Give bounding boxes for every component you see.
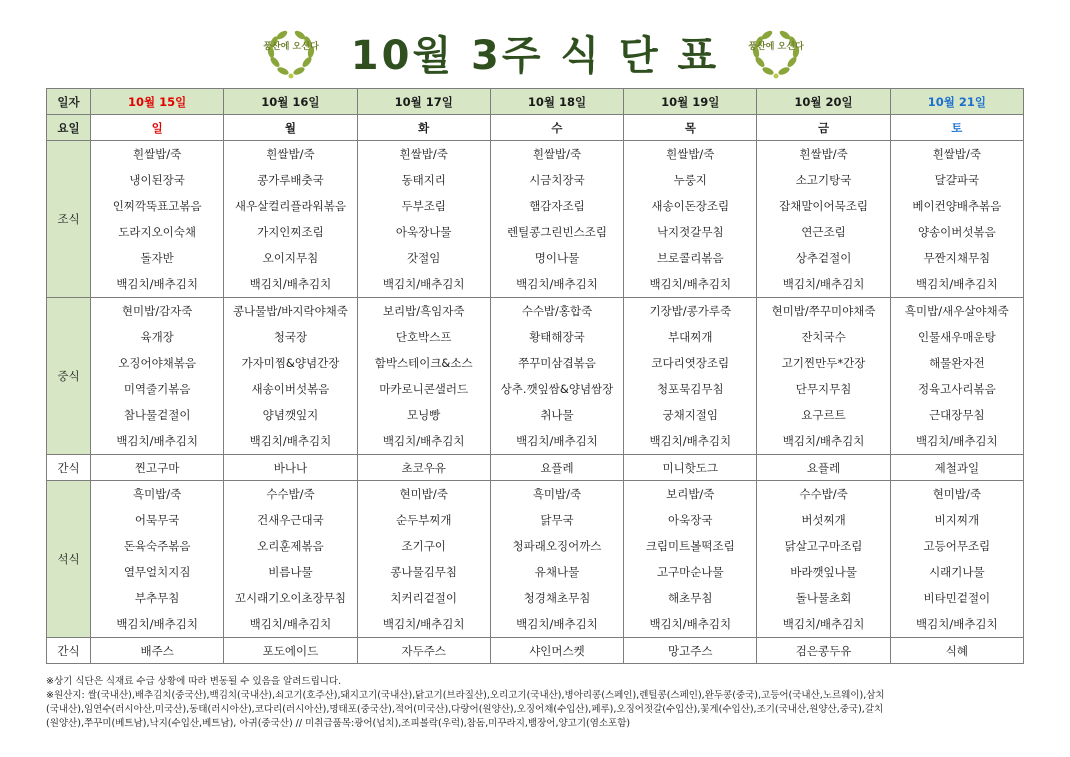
dinner-cell (624, 481, 757, 638)
menu-item: 무짠지채무침 (923, 251, 991, 265)
menu-item: 오징어야채볶음 (118, 356, 197, 370)
menu-item: 닭살고구마조림 (784, 539, 863, 553)
menu-item: 수수밥/홍합죽 (521, 304, 593, 318)
snack-cell: 요플레 (757, 455, 890, 481)
menu-item: 청파래오징어까스 (512, 539, 602, 553)
snack-cell: 초코우유 (357, 455, 490, 481)
menu-item: 브로콜리볶음 (656, 251, 724, 265)
menu-item: 백김치/배추김치 (916, 617, 998, 631)
logo-text: 풍산에 오신다 (748, 42, 804, 52)
weekday-row (47, 115, 1024, 141)
row-label-breakfast: 조식 (47, 141, 91, 298)
menu-item: 고구마순나물 (656, 565, 724, 579)
dinner-cell (490, 481, 623, 638)
menu-item: 백김치/배추김치 (382, 617, 465, 631)
menu-item: 쭈꾸미삼겹볶음 (518, 356, 596, 370)
breakfast-cell (757, 141, 890, 298)
menu-item: 순두부찌개 (395, 513, 452, 527)
logo-text: 풍산에 오신다 (263, 42, 319, 52)
menu-item: 궁채지절임 (662, 408, 719, 422)
menu-item: 갓절임 (407, 251, 441, 265)
menu-item: 흑미밥/죽 (132, 487, 182, 501)
menu-item: 돌나물초회 (795, 591, 852, 605)
meal-table (46, 88, 1024, 664)
dinner-cell (91, 481, 224, 638)
snack-cell: 찐고구마 (91, 455, 224, 481)
snack-cell: 배주스 (91, 638, 224, 664)
menu-item: 백김치/배추김치 (249, 434, 332, 448)
weekday-cell: 토 (890, 115, 1023, 141)
menu-item: 돈육숙주볶음 (123, 539, 191, 553)
menu-item: 흑미밥/새우살야채죽 (904, 304, 1009, 318)
menu-item: 부추무침 (134, 591, 180, 605)
menu-item: 고등어무조림 (923, 539, 991, 553)
menu-item: 백김치/배추김치 (516, 617, 598, 631)
menu-item: 흰쌀밥/죽 (666, 147, 715, 161)
lunch-cell (357, 298, 490, 455)
snack2-row (47, 638, 1024, 664)
menu-item: 소고기탕국 (795, 173, 852, 187)
menu-item: 모닝빵 (407, 408, 441, 422)
menu-item: 현미밥/쭈꾸미야채죽 (771, 304, 876, 318)
menu-item: 백김치/배추김치 (649, 434, 732, 448)
menu-item: 부대찌개 (668, 330, 713, 344)
breakfast-cell (624, 141, 757, 298)
menu-item: 냉이된장국 (129, 173, 185, 187)
logo (748, 26, 804, 82)
menu-item: 백김치/배추김치 (382, 434, 465, 448)
snack-cell: 검은콩두유 (757, 638, 890, 664)
menu-item: 인물새우매운탕 (917, 330, 996, 344)
menu-item: 잔치국수 (801, 330, 846, 344)
menu-item: 비름나물 (268, 565, 313, 579)
menu-item: 비지찌개 (934, 513, 980, 527)
weekday-cell: 목 (624, 115, 757, 141)
menu-item: 아욱장나물 (395, 225, 452, 239)
menu-item: 백김치/배추김치 (649, 617, 732, 631)
menu-item: 요구르트 (801, 408, 846, 422)
breakfast-cell (890, 141, 1023, 298)
menu-item: 동태지리 (401, 173, 446, 187)
menu-item: 기장밥/콩가루죽 (649, 304, 732, 318)
breakfast-row (47, 141, 1024, 298)
weekday-cell: 화 (357, 115, 490, 141)
menu-item: 달걀파국 (934, 173, 980, 187)
row-label-weekday: 요일 (47, 115, 91, 141)
menu-item: 현미밥/죽 (932, 487, 981, 501)
menu-item: 크림미트볼떡조림 (645, 539, 735, 553)
menu-item: 오이지무침 (262, 251, 319, 265)
snack-cell: 자두주스 (357, 638, 490, 664)
menu-item: 조기구이 (401, 539, 446, 553)
menu-item: 비타민겉절이 (923, 591, 991, 605)
dinner-cell (357, 481, 490, 638)
menu-item: 새송이버섯볶음 (251, 382, 330, 396)
snack-cell: 요플레 (490, 455, 623, 481)
breakfast-cell (357, 141, 490, 298)
menu-item: 콩나물밥/바지락야채죽 (232, 304, 348, 318)
menu-item: 해초무침 (668, 591, 713, 605)
breakfast-cell (91, 141, 224, 298)
menu-item: 백김치/배추김치 (916, 434, 998, 448)
menu-item: 참나물겉절이 (123, 408, 191, 422)
menu-item: 백김치/배추김치 (782, 434, 865, 448)
lunch-row (47, 298, 1024, 455)
menu-item: 상추겉절이 (795, 251, 852, 265)
menu-item: 아욱장국 (668, 513, 713, 527)
menu-item: 단무지무침 (795, 382, 852, 396)
menu-item: 정육고사리볶음 (917, 382, 996, 396)
dinner-cell (224, 481, 357, 638)
menu-item: 바라깻잎나물 (790, 565, 857, 579)
menu-item: 건새우근대국 (257, 513, 324, 527)
date-cell: 10월 20일 (757, 89, 890, 115)
notes (46, 675, 1036, 731)
menu-item: 양송이버섯볶음 (917, 225, 996, 239)
menu-item: 백김치/배추김치 (116, 617, 198, 631)
menu-item: 가자미찜&양념간장 (241, 356, 340, 370)
menu-item: 인찌깍뚝표고볶음 (112, 199, 202, 213)
menu-item: 흰쌀밥/죽 (132, 147, 182, 161)
date-cell: 10월 16일 (224, 89, 357, 115)
date-cell: 10월 15일 (91, 89, 224, 115)
menu-item: 백김치/배추김치 (116, 434, 198, 448)
snack-cell: 식혜 (890, 638, 1023, 664)
menu-item: 백김치/배추김치 (516, 277, 598, 291)
menu-item: 백김치/배추김치 (116, 277, 198, 291)
menu-item: 단호박스프 (395, 330, 452, 344)
menu-item: 낙지젓갈무침 (656, 225, 724, 239)
menu-item: 보리밥/죽 (666, 487, 715, 501)
menu-item: 고기찐만두*간장 (781, 356, 866, 370)
lunch-cell (624, 298, 757, 455)
date-cell: 10월 21일 (890, 89, 1023, 115)
lunch-cell (890, 298, 1023, 455)
menu-item: 황태해장국 (529, 330, 585, 344)
menu-item: 명이나물 (534, 251, 580, 265)
dinner-cell (757, 481, 890, 638)
menu-item: 치커리겉절이 (390, 591, 458, 605)
menu-item: 도라지오이숙채 (118, 225, 197, 239)
menu-item: 현미밥/죽 (399, 487, 448, 501)
menu-item: 돌자반 (140, 251, 174, 265)
note-line: (원양산),쭈꾸미(베트남),낙지(수입산,베트남), 아귀(중국산) // 미취급품목:광어(넙치),조피볼락(우럭),참돔,미꾸라지,뱀장어,양고기(염소포함) (46, 718, 631, 729)
snack-cell: 망고주스 (624, 638, 757, 664)
dinner-cell (890, 481, 1023, 638)
menu-item: 흰쌀밥/죽 (532, 147, 582, 161)
header (0, 22, 1070, 82)
menu-item: 육개장 (140, 330, 174, 344)
date-cell: 10월 17일 (357, 89, 490, 115)
menu-item: 콩나물김무침 (390, 565, 458, 579)
menu-item: 흑미밥/죽 (532, 487, 582, 501)
page-title: 10월 3주 식 단 표 (350, 33, 720, 79)
row-label-snack: 간식 (47, 455, 91, 481)
menu-item: 시래기나물 (929, 565, 985, 579)
menu-item: 꼬시래기오이초장무침 (234, 591, 346, 605)
menu-item: 베이컨양배추볶음 (912, 199, 1002, 213)
snack-cell: 샤인머스켓 (490, 638, 623, 664)
menu-item: 잡채말이어묵조림 (779, 199, 868, 213)
snack1-row (47, 455, 1024, 481)
menu-item: 연근조림 (801, 225, 846, 239)
menu-item: 어묵무국 (134, 513, 180, 527)
menu-item: 누룽지 (673, 173, 707, 187)
menu-item: 백김치/배추김치 (516, 434, 598, 448)
snack-cell: 미니핫도그 (624, 455, 757, 481)
menu-item: 해물완자전 (929, 356, 985, 370)
weekday-cell: 수 (490, 115, 623, 141)
menu-item: 새우살컬리플라워볶음 (234, 199, 346, 213)
menu-item: 유채나물 (534, 565, 580, 579)
menu-item: 흰쌀밥/죽 (399, 147, 448, 161)
note-line: ※상기 식단은 식재료 수급 상황에 따라 변동될 수 있음을 알려드립니다. (46, 676, 342, 687)
date-cell: 10월 19일 (624, 89, 757, 115)
menu-item: 두부조림 (401, 199, 446, 213)
menu-item: 취나물 (540, 408, 574, 422)
menu-item: 코다리엿장조림 (651, 356, 730, 370)
dinner-row (47, 481, 1024, 638)
menu-item: 함박스테이크&소스 (374, 356, 473, 370)
menu-item: 양념깻잎지 (262, 408, 319, 422)
weekday-cell: 금 (757, 115, 890, 141)
menu-item: 백김치/배추김치 (782, 617, 865, 631)
snack-cell: 포도에이드 (224, 638, 357, 664)
menu-item: 흰쌀밥/죽 (266, 147, 315, 161)
menu-item: 백김치/배추김치 (249, 617, 332, 631)
lunch-cell (757, 298, 890, 455)
row-label-date: 일자 (47, 89, 91, 115)
menu-item: 흰쌀밥/죽 (799, 147, 848, 161)
menu-item: 현미밥/감자죽 (121, 304, 193, 318)
lunch-cell (490, 298, 623, 455)
menu-item: 수수밥/죽 (266, 487, 315, 501)
lunch-cell (224, 298, 357, 455)
menu-item: 콩가루배춧국 (257, 173, 324, 187)
menu-item: 새송이돈장조림 (651, 199, 730, 213)
menu-item: 백김치/배추김치 (782, 277, 865, 291)
menu-item: 마카로니콘샐러드 (379, 382, 469, 396)
row-label-dinner: 석식 (47, 481, 91, 638)
date-cell: 10월 18일 (490, 89, 623, 115)
menu-item: 렌틸콩그린빈스조림 (506, 225, 607, 239)
menu-item: 오리훈제볶음 (257, 539, 324, 553)
menu-item: 시금치장국 (529, 173, 585, 187)
menu-item: 청국장 (273, 330, 308, 344)
menu-item: 상추.깻잎쌈&양념쌈장 (500, 382, 614, 396)
menu-item: 백김치/배추김치 (249, 277, 332, 291)
row-label-snack: 간식 (47, 638, 91, 664)
menu-item: 백김치/배추김치 (382, 277, 465, 291)
note-line: ※원산지: 쌀(국내산),배추김치(중국산),백김치(국내산),쇠고기(호주산),돼지고기(국내산),닭고기(브라질산),오리고기(국내산),병아리콩(스페인),렌틸콩(스페인),완두콩(중국),고등어(국내산,노르웨이),삼치 (46, 690, 885, 701)
menu-item: 흰쌀밥/죽 (932, 147, 981, 161)
lunch-cell (91, 298, 224, 455)
menu-item: 보리밥/흑임자죽 (382, 304, 465, 318)
menu-item: 백김치/배추김치 (916, 277, 998, 291)
weekday-cell: 일 (91, 115, 224, 141)
menu-item: 닭무국 (540, 513, 574, 527)
menu-item: 백김치/배추김치 (649, 277, 732, 291)
menu-item: 열무얼치지짐 (123, 565, 191, 579)
menu-item: 수수밥/죽 (799, 487, 848, 501)
note-line: (국내산),임연수(러시아산,미국산),동태(러시아산),코다리(러시아산),명태포(중국산),적어(미국산),다랑어(원양산),오징어채(수입산),페루),오징어젓갈(수입산),꽃게(수입산),조기(국내산,원양산,중국),갈치 (46, 704, 884, 715)
weekday-cell: 월 (224, 115, 357, 141)
menu-item: 가지인찌조림 (257, 225, 324, 239)
breakfast-cell (224, 141, 357, 298)
menu-item: 버섯찌개 (801, 513, 846, 527)
menu-item: 근대장무침 (929, 408, 985, 422)
menu-item: 청경채초무침 (523, 591, 591, 605)
wreath-icon (748, 26, 804, 82)
breakfast-cell (490, 141, 623, 298)
snack-cell: 제철과일 (890, 455, 1023, 481)
snack-cell: 바나나 (224, 455, 357, 481)
menu-item: 햄감자조림 (529, 199, 585, 213)
date-row (47, 89, 1024, 115)
menu-item: 청포묵김무침 (656, 382, 724, 396)
menu-item: 미역줄기볶음 (123, 382, 191, 396)
row-label-lunch: 중식 (47, 298, 91, 455)
